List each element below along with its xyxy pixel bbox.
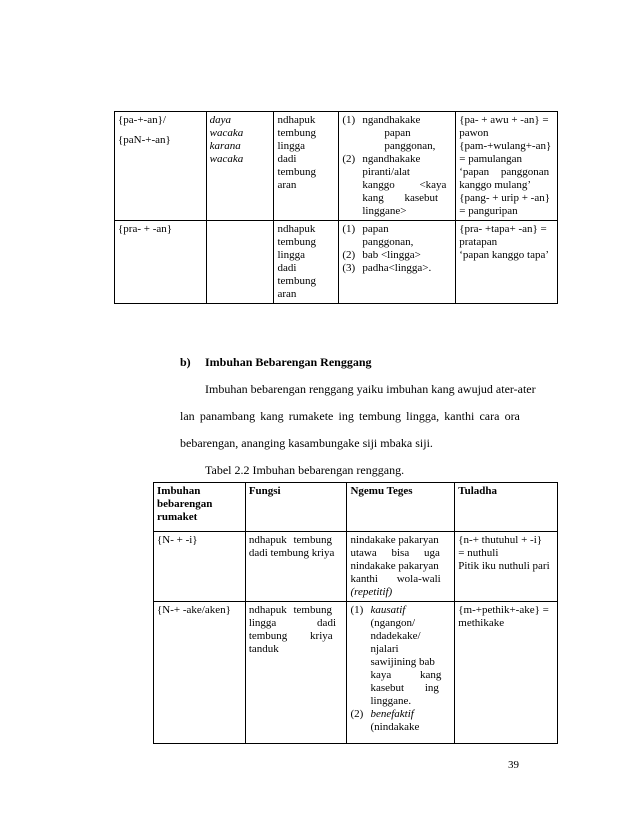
tuladha-text: ‘papan panggonan xyxy=(459,166,550,178)
fungsi-cell xyxy=(206,221,274,304)
item-line: kanggo <kaya xyxy=(362,179,447,191)
item-line: papan xyxy=(362,223,389,235)
ngemu-text: kanthi wola-wali xyxy=(350,573,441,585)
fungsi-text: ndhapuk tembung xyxy=(248,604,332,616)
paragraph-word: rumakete xyxy=(288,409,334,423)
imbuhan-text: {pa-+-an}/ xyxy=(118,114,166,126)
item-line: panggonan, xyxy=(362,236,414,248)
imbuhan-cell xyxy=(115,112,207,221)
table-header-row xyxy=(154,483,558,532)
item-number: (2) xyxy=(342,249,356,261)
tuladha-text: = panguripan xyxy=(459,205,518,217)
fungsi-text: wacaka xyxy=(209,127,244,139)
list-item xyxy=(342,249,452,262)
tuladha-text: Pitik iku nuthuli pari xyxy=(458,560,550,572)
paragraph-word: tembung xyxy=(359,409,402,423)
tuladha-text: = nuthuli xyxy=(458,547,499,559)
imbuhan-text: {pra- + -an} xyxy=(118,223,173,235)
paragraph-word: ing xyxy=(338,409,354,423)
tuladha-text: pawon xyxy=(459,127,489,139)
tuladha-cell xyxy=(455,602,558,744)
paragraph-word: kanthi xyxy=(444,409,475,423)
imbuhan-cell: {N- + -i} xyxy=(154,532,246,602)
ngemu-text: lingga xyxy=(277,140,305,152)
item-number: (3) xyxy=(342,262,356,274)
item-line: bab <lingga> xyxy=(362,249,421,261)
ngemu-text: dadi xyxy=(277,153,297,165)
ngemu-cell xyxy=(347,532,455,602)
item-italic-term: benefaktif xyxy=(370,708,414,720)
fungsi-text: wacaka xyxy=(209,153,244,165)
ngemu-text: nindakake pakaryan xyxy=(350,534,439,546)
imbuhan-cell: {N-+ -ake/aken} xyxy=(154,602,246,744)
ngemu-text: dadi xyxy=(277,262,297,274)
item-number: (2) xyxy=(350,708,364,720)
tuladha-text: {m-+pethik+-ake} = xyxy=(458,604,549,616)
paragraph-word: kang xyxy=(260,409,284,423)
table-caption: Tabel 2.2 Imbuhan bebarengan renggang. xyxy=(205,463,405,477)
header-imbuhan xyxy=(154,483,246,532)
imbuhan-bebarengan-table xyxy=(153,482,558,744)
ngemu-text: aran xyxy=(277,179,297,191)
tuladha-text: kanggo mulang’ xyxy=(459,179,532,191)
item-line: piranti/alat xyxy=(362,166,410,178)
header-text: Imbuhan xyxy=(157,485,201,497)
page-number: 39 xyxy=(508,759,519,771)
fungsi-cell xyxy=(245,532,347,602)
item-line: linggane> xyxy=(362,205,407,217)
item-line: linggane. xyxy=(370,695,412,707)
item-line: ndadekake/ xyxy=(370,630,421,642)
table-row xyxy=(154,602,558,744)
tuladha-text: {pang- + urip + -an} xyxy=(459,192,551,204)
ngemu-text: ndhapuk xyxy=(277,114,316,126)
imbuhan-cell xyxy=(115,221,207,304)
tuladha-text: {pam-+wulang+-an} xyxy=(459,140,552,152)
header-tuladha: Tuladha xyxy=(455,483,558,532)
list-item xyxy=(350,708,451,734)
item-number: (1) xyxy=(342,114,356,126)
table-row xyxy=(115,112,558,221)
tuladha-text: ‘papan kanggo tapa’ xyxy=(459,249,550,261)
ngemu-text: tembung xyxy=(277,127,316,139)
fungsi-text: lingga dadi xyxy=(248,617,336,629)
tuladha-text: = pamulangan xyxy=(459,153,522,165)
header-fungsi: Fungsi xyxy=(245,483,347,532)
fungsi-text: dadi tembung kriya xyxy=(248,547,335,559)
paragraph-line: Imbuhan bebarengan renggang yaiku imbuhan kang awujud ater-ater xyxy=(205,382,536,396)
ngemu-cell xyxy=(274,112,339,221)
list-item xyxy=(350,604,451,708)
item-line: sawijining bab xyxy=(370,656,435,668)
item-line: kasebut ing xyxy=(370,682,439,694)
item-line: panggonan, xyxy=(384,140,436,152)
teges-list xyxy=(342,223,452,275)
tuladha-cell xyxy=(455,532,558,602)
table-row xyxy=(154,532,558,602)
teges-cell xyxy=(339,221,456,304)
list-item xyxy=(342,262,452,275)
ngemu-text: tembung xyxy=(277,275,316,287)
item-line: ngandhakake xyxy=(362,153,421,165)
fungsi-text: tembung kriya xyxy=(248,630,333,642)
header-text: rumaket xyxy=(157,511,198,523)
item-line: kang kasebut xyxy=(362,192,439,204)
item-number: (1) xyxy=(342,223,356,235)
item-line: (ngangon/ xyxy=(370,617,416,629)
ngemu-list xyxy=(350,604,451,734)
ngemu-text: utawa bisa uga xyxy=(350,547,440,559)
fungsi-text: karana xyxy=(209,140,241,152)
paragraph-word: lan xyxy=(180,409,195,423)
header-ngemu-teges: Ngemu Teges xyxy=(347,483,455,532)
paragraph-word: cara xyxy=(479,409,500,423)
list-item xyxy=(342,223,452,249)
item-number: (2) xyxy=(342,153,356,165)
paragraph-word: ora xyxy=(504,409,520,423)
tuladha-text: pratapan xyxy=(459,236,498,248)
table-row xyxy=(115,221,558,304)
ngemu-cell xyxy=(347,602,455,744)
fungsi-text: daya xyxy=(209,114,232,126)
paragraph-word: panambang xyxy=(199,409,256,423)
section-label: b) xyxy=(180,355,191,369)
ngemu-text: tembung xyxy=(277,166,316,178)
item-line: padha<lingga>. xyxy=(362,262,432,274)
ngemu-text: aran xyxy=(277,288,297,300)
tuladha-cell xyxy=(456,221,558,304)
imbuhan-table-continued xyxy=(114,111,558,304)
item-line: ngandhakake xyxy=(362,114,421,126)
imbuhan-text: {paN-+-an} xyxy=(118,134,171,146)
ngemu-cell xyxy=(274,221,339,304)
fungsi-cell xyxy=(245,602,347,744)
item-line: papan xyxy=(384,127,411,139)
ngemu-text: tembung xyxy=(277,236,316,248)
item-line: njalari xyxy=(370,643,399,655)
fungsi-cell xyxy=(206,112,274,221)
item-italic-term: kausatif xyxy=(370,604,406,616)
tuladha-text: methikake xyxy=(458,617,505,629)
paragraph-line: bebarengan, ananging kasambungake siji mbaka siji. xyxy=(180,436,433,450)
ngemu-text: nindakake pakaryan xyxy=(350,560,439,572)
section-title: Imbuhan Bebarengan Renggang xyxy=(205,355,372,369)
header-text: bebarengan xyxy=(157,498,213,510)
paragraph-line-justified xyxy=(180,409,520,424)
ngemu-text: ndhapuk xyxy=(277,223,316,235)
tuladha-text: {n-+ thutuhul + -i} xyxy=(458,534,543,546)
tuladha-text: {pra- +tapa+ -an} = xyxy=(459,223,547,235)
item-number: (1) xyxy=(350,604,364,616)
paragraph-word: lingga, xyxy=(406,409,440,423)
list-item xyxy=(342,114,452,153)
tuladha-cell xyxy=(456,112,558,221)
teges-list xyxy=(342,114,452,218)
teges-cell xyxy=(339,112,456,221)
list-item xyxy=(342,153,452,218)
fungsi-text: ndhapuk tembung xyxy=(248,534,332,546)
tuladha-text: {pa- + awu + -an} = xyxy=(459,114,549,126)
section-heading xyxy=(180,355,372,370)
ngemu-italic-text: (repetitif) xyxy=(350,586,393,598)
item-line: kaya kang xyxy=(370,669,442,681)
item-line: (nindakake xyxy=(370,721,420,733)
ngemu-text: lingga xyxy=(277,249,305,261)
fungsi-text: tanduk xyxy=(248,643,279,655)
